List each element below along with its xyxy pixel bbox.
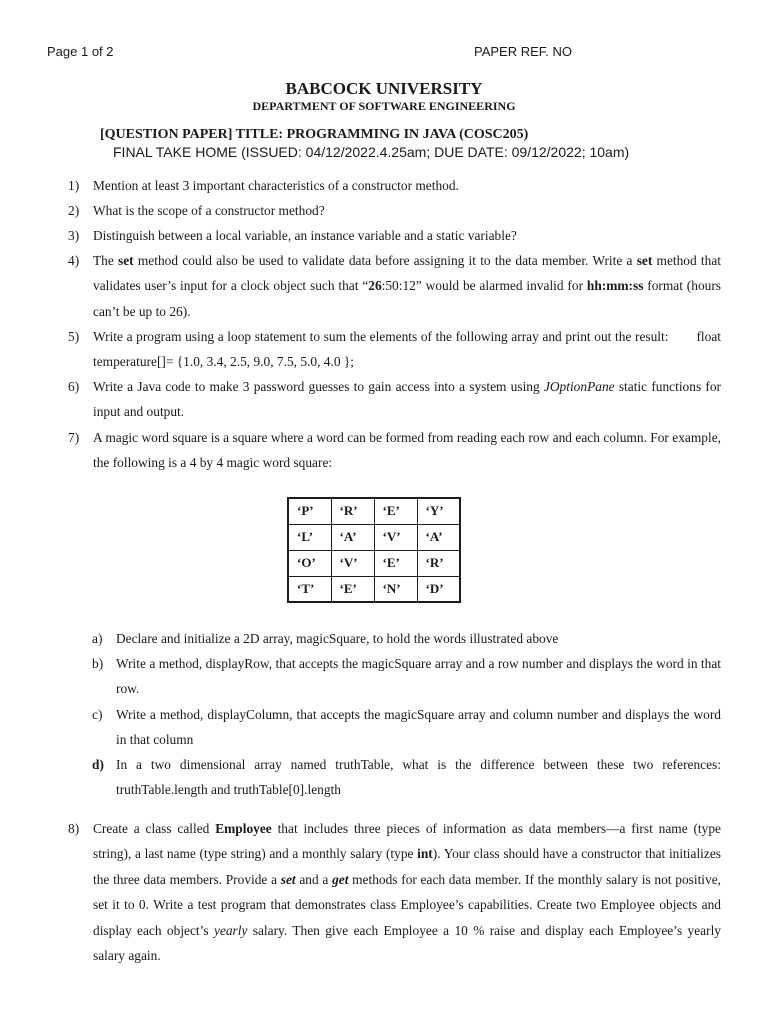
bold-term: 26 [368,278,382,294]
grid-cell: ‘A’ [417,524,460,550]
question-number: 1) [68,178,80,193]
grid-cell: ‘N’ [374,576,417,602]
question-7 [68,425,721,476]
bold-term: int [417,846,433,862]
grid-cell: ‘V’ [331,550,374,576]
question-5 [68,324,721,375]
grid-cell: ‘A’ [331,524,374,550]
question-text: Mention at least 3 important characteristics of a constructor method. [93,178,459,193]
text-run: and a [295,871,333,887]
question-text: What is the scope of a constructor method? [93,203,325,218]
text-run: Create a class called [93,821,216,836]
grid-cell: ‘E’ [331,576,374,602]
sub-question-letter: c) [92,707,103,722]
question-number: 7) [68,430,80,445]
question-1 [68,173,721,198]
sub-question-text: In a two dimensional array named truthTable, what is the difference between these two references: truthTable.length and truthTable[0].length [116,757,721,798]
bold-term: set [636,253,653,268]
table-row [288,524,460,550]
sub-question-letter: d) [92,757,104,772]
table-row [288,498,460,524]
text-run: Write a program using a loop statement to sum the elements of the following array and print out the result: [93,329,669,344]
grid-cell: ‘L’ [288,524,331,550]
text-run: method could also be used to validate data before assigning it to the data member. Write a [133,253,637,268]
grid-cell: ‘D’ [417,576,460,602]
question-text: A magic word square is a square where a word can be formed from reading each row and each column. For example, the following is a 4 by 4 magic word square: [93,430,721,471]
grid-cell: ‘E’ [374,550,417,576]
department-name: DEPARTMENT OF SOFTWARE ENGINEERING [252,99,516,113]
text-run: ). Your class should have a constructor that initializes the three data members. Provide a [93,846,722,887]
bold-italic-term: get [332,871,349,887]
text-run: format (hours can’t be up to 26). [93,278,722,319]
question-4 [68,248,721,324]
question-2 [68,198,721,223]
question-6 [68,374,721,425]
question-number: 6) [68,379,80,394]
question-number: 2) [68,203,80,218]
grid-cell: ‘T’ [288,576,331,602]
question-number: 4) [68,253,80,268]
question-text [93,374,721,425]
university-name: BABCOCK UNIVERSITY [285,79,483,98]
bold-italic-term: set [280,871,296,887]
page-number: Page 1 of 2 [47,44,114,59]
question-3 [68,223,721,248]
grid-cell: ‘R’ [417,550,460,576]
paper-ref-no: PAPER REF. NO [474,44,573,59]
text-run: Write a Java code to make 3 password guesses to gain access into a system using [93,379,544,394]
paper-title: [QUESTION PAPER] TITLE: PROGRAMMING IN JAVA (COSC205) [100,127,529,142]
question-text [93,324,721,375]
question-number: 5) [68,329,80,344]
table-row [288,576,460,602]
grid-cell: ‘R’ [331,498,374,524]
text-run: methods for each data member. If the monthly salary is not positive, set it to 0. Write a test program that demonstrates class Employee’s capabilities. Create two Employee objects and display each object’s [93,871,721,938]
magic-word-square [287,497,461,603]
italic-term: yearly [213,922,248,938]
question-7b [92,651,721,702]
sub-question-text: Write a method, displayRow, that accepts the magicSquare array and a row number and displays the word in that row. [116,656,721,697]
bold-term: set [118,253,134,268]
question-8 [68,816,721,968]
sub-question-letter: b) [92,656,104,671]
grid-cell: ‘O’ [288,550,331,576]
text-run: method that validates user’s input for a clock object such that “ [93,253,721,294]
text-run: that includes three pieces of information as data members—a first name (type string), a last name (type string) and a monthly salary (type [93,821,721,862]
sub-question-letter: a) [92,631,103,646]
grid-cell: ‘P’ [288,498,331,524]
question-number: 8) [68,821,80,836]
question-text: Distinguish between a local variable, an instance variable and a static variable? [93,228,517,243]
table-row [288,550,460,576]
grid-cell: ‘Y’ [417,498,460,524]
text-run: salary. Then give each Employee a 10 % raise and display each Employee’s yearly salary again. [93,922,721,964]
question-text [93,816,721,968]
issue-dates: FINAL TAKE HOME (ISSUED: 04/12/2022.4.25am; DUE DATE: 09/12/2022; 10am) [113,144,630,160]
code-snippet: float temperature[]= {1.0, 3.4, 2.5, 9.0, 7.5, 5.0, 4.0 }; [93,329,721,370]
italic-term: JOptionPane [543,379,615,394]
bold-term: hh:mm:ss [586,278,644,294]
sub-question-text: Declare and initialize a 2D array, magicSquare, to hold the words illustrated above [116,631,559,646]
question-7a [92,626,721,651]
sub-question-text: Write a method, displayColumn, that accepts the magicSquare array and column number and displays the word in that column [116,707,721,748]
question-7d [92,752,721,803]
text-run: static functions for input and output. [93,379,721,420]
grid-cell: ‘E’ [374,498,417,524]
question-number: 3) [68,228,80,243]
bold-term: Employee [215,821,272,836]
text-run: :50:12” would be alarmed invalid for [381,278,587,294]
question-7c [92,702,721,753]
text-run: The [93,253,119,268]
grid-cell: ‘V’ [374,524,417,550]
question-text [93,248,721,324]
